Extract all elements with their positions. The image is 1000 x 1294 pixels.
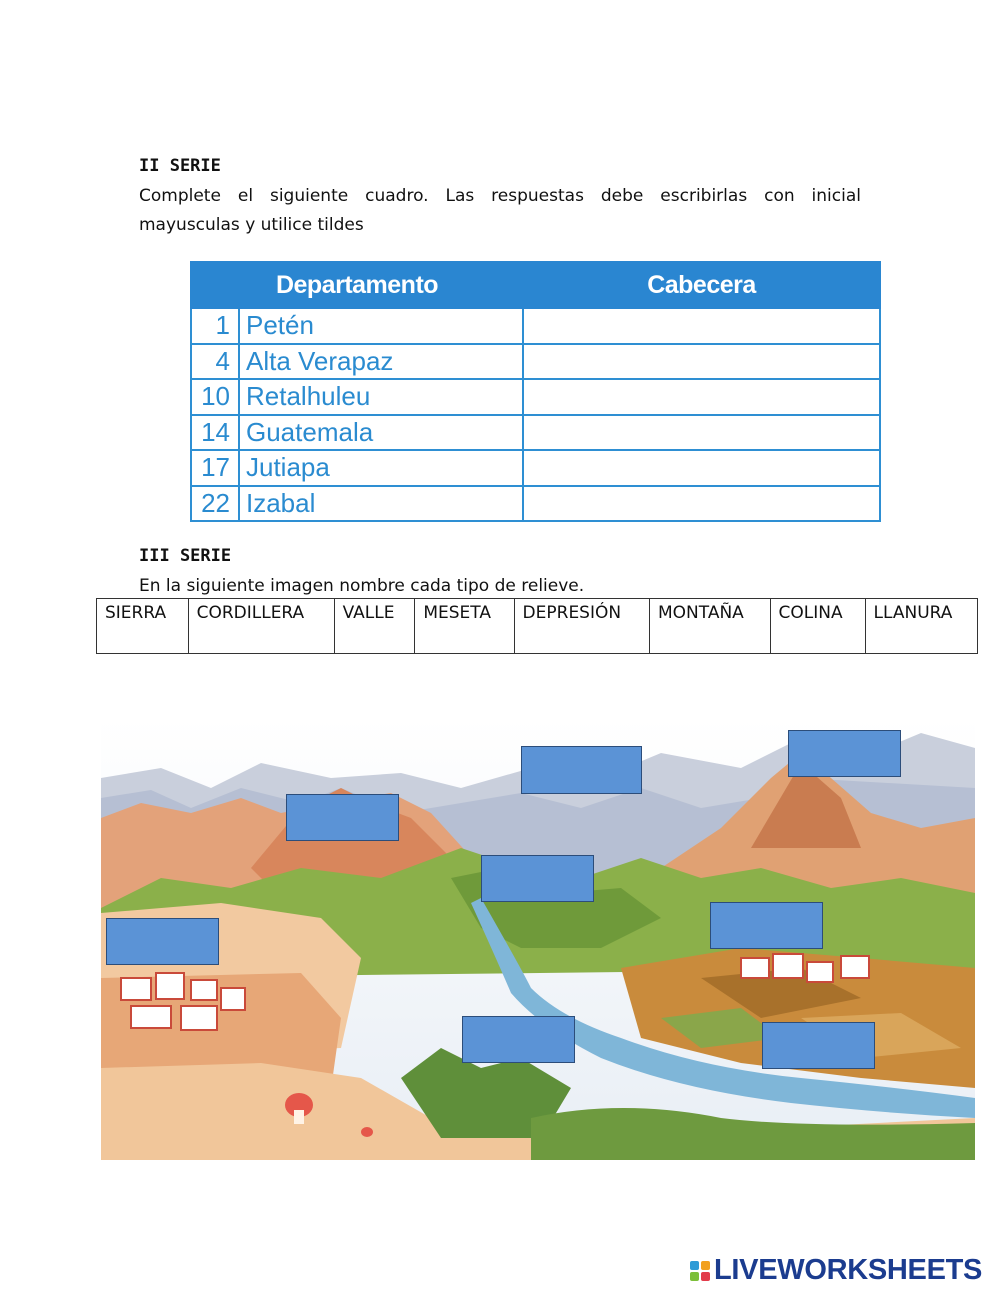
department-name: Izabal (239, 486, 523, 522)
cabecera-answer-cell[interactable] (523, 450, 880, 486)
department-name: Guatemala (239, 415, 523, 451)
relief-word-montaña: MONTAÑA (649, 599, 770, 654)
cabecera-input[interactable] (530, 313, 869, 343)
answer-box-5[interactable] (106, 918, 219, 965)
relief-word-meseta: MESETA (415, 599, 514, 654)
relief-word-sierra: SIERRA (97, 599, 189, 654)
liveworksheets-logo (690, 1254, 982, 1287)
serie-3-title: III SERIE (139, 546, 232, 566)
department-row (191, 450, 880, 486)
serie-3-instructions: En la siguiente imagen nombre cada tipo de relieve. (139, 576, 585, 596)
department-number: 1 (191, 308, 239, 344)
cabecera-answer-cell[interactable] (523, 486, 880, 522)
department-row (191, 344, 880, 380)
department-number: 22 (191, 486, 239, 522)
answer-box-1[interactable] (521, 746, 642, 794)
department-row (191, 486, 880, 522)
department-number: 10 (191, 379, 239, 415)
relief-landscape (101, 718, 975, 1160)
relief-word-colina: COLINA (770, 599, 865, 654)
cabecera-input[interactable] (530, 419, 869, 449)
answer-box-2[interactable] (788, 730, 901, 777)
logo-text: LIVEWORKSHEETS (714, 1254, 983, 1286)
cabecera-input[interactable] (530, 348, 869, 378)
serie-2-title: II SERIE (139, 156, 221, 176)
department-name: Alta Verapaz (239, 344, 523, 380)
department-row (191, 379, 880, 415)
department-name: Retalhuleu (239, 379, 523, 415)
answer-box-6[interactable] (710, 902, 823, 949)
department-name: Jutiapa (239, 450, 523, 486)
answer-box-3[interactable] (286, 794, 399, 841)
department-header: Departamento (191, 262, 523, 308)
cabecera-header: Cabecera (523, 262, 880, 308)
relief-word-bank (96, 598, 978, 654)
cabecera-answer-cell[interactable] (523, 415, 880, 451)
relief-word-depresión: DEPRESIÓN (514, 599, 649, 654)
department-name: Petén (239, 308, 523, 344)
department-table (190, 261, 881, 517)
liveworksheets-logo-icon (690, 1261, 710, 1281)
answer-box-4[interactable] (481, 855, 594, 902)
cabecera-input[interactable] (530, 455, 869, 485)
department-number: 4 (191, 344, 239, 380)
cabecera-answer-cell[interactable] (523, 308, 880, 344)
relief-word-llanura: LLANURA (865, 599, 977, 654)
relief-word-valle: VALLE (334, 599, 415, 654)
department-row (191, 308, 880, 344)
answer-box-7[interactable] (462, 1016, 575, 1063)
relief-word-cordillera: CORDILLERA (188, 599, 334, 654)
answer-box-8[interactable] (762, 1022, 875, 1069)
department-number: 14 (191, 415, 239, 451)
department-row (191, 415, 880, 451)
serie-2-instructions: Complete el siguiente cuadro. Las respuestas debe escribirlas con inicial mayusculas y utilice tildes (139, 186, 861, 235)
cabecera-answer-cell[interactable] (523, 379, 880, 415)
cabecera-answer-cell[interactable] (523, 344, 880, 380)
cabecera-input[interactable] (530, 384, 869, 414)
department-number: 17 (191, 450, 239, 486)
cabecera-input[interactable] (530, 490, 869, 520)
